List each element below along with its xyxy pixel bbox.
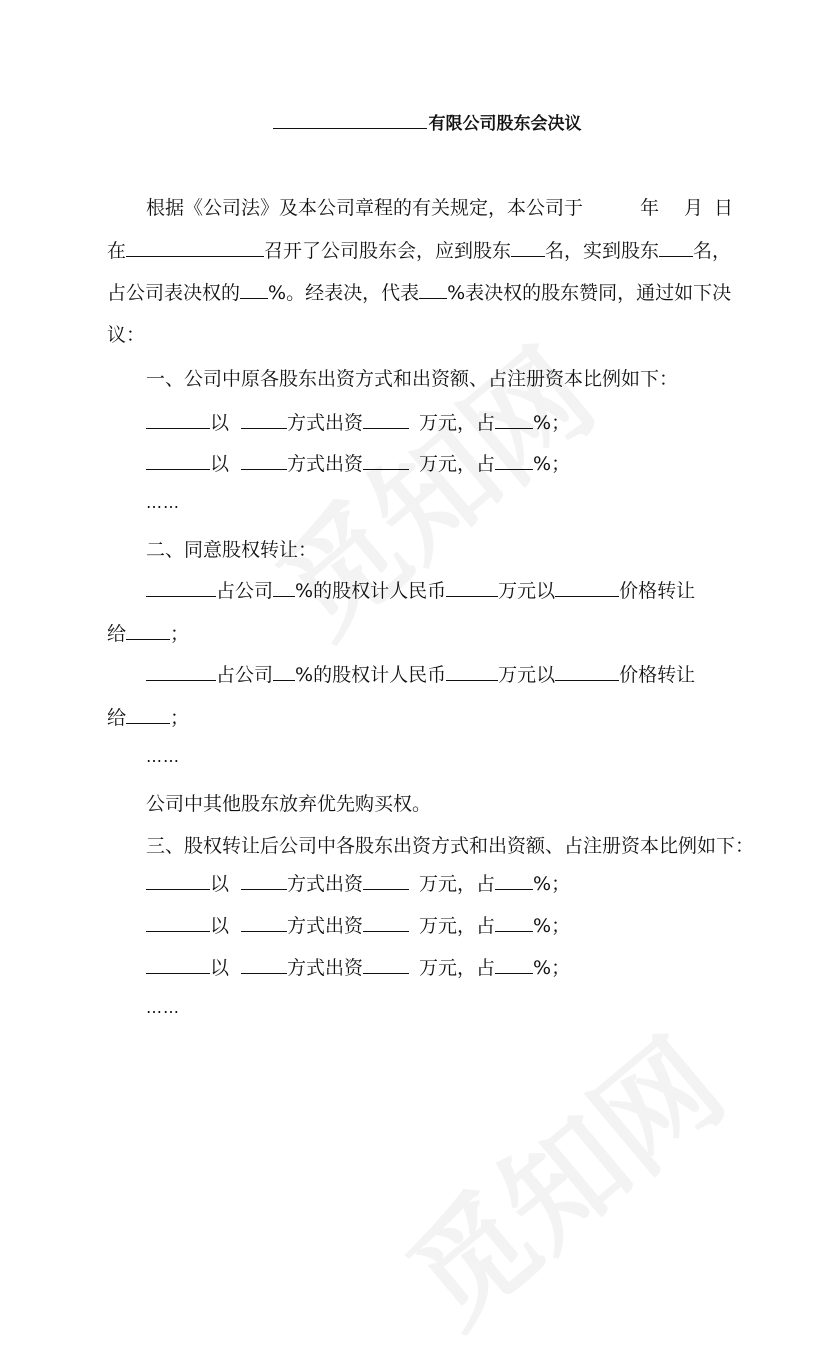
method-blank [241, 410, 287, 429]
approving-rights-blank [419, 280, 447, 299]
watermark [237, 304, 623, 667]
yi-text: 以 [210, 873, 230, 895]
intro-text-3a: 占公司表决权的 [107, 282, 241, 304]
intro-text-1: 根据《公司法》及本公司章程的有关规定，本公司于 [146, 197, 584, 219]
method-text: 方式出资 [287, 957, 364, 979]
intro-text-2b: 召开了公司股东会，应到股东 [264, 240, 512, 262]
percent-blank [495, 451, 533, 470]
transfer-text-d: 价格转让 [619, 664, 696, 686]
section2-heading: 二、同意股权转让： [146, 539, 318, 561]
transferee-blank [126, 705, 170, 724]
shareholder-blank [146, 913, 210, 932]
section3-row-2 [146, 913, 830, 939]
intro-text-4: 议： [107, 324, 146, 346]
pct-text: %； [533, 453, 571, 475]
method-blank [241, 955, 287, 974]
transfer-text-c: 万元以 [498, 580, 556, 602]
shareholder-blank [146, 955, 210, 974]
section1-heading: 一、公司中原各股东出资方式和出资额、占注册资本比例如下： [146, 368, 679, 390]
document-title [0, 110, 830, 138]
percent-blank [495, 913, 533, 932]
yi-text: 以 [210, 453, 230, 475]
amount-blank [363, 871, 409, 890]
shareholder-blank [146, 451, 210, 470]
pct-text: %； [533, 412, 571, 434]
intro-text-2d: 名， [693, 240, 732, 262]
amount-blank [363, 451, 409, 470]
method-text: 方式出资 [287, 915, 364, 937]
transfer-text-f: ； [170, 707, 190, 729]
unit-text: 万元，占 [419, 873, 496, 895]
yi-text: 以 [210, 915, 230, 937]
method-blank [241, 913, 287, 932]
unit-text: 万元，占 [419, 453, 496, 475]
section3-ellipsis: …… [146, 998, 180, 1017]
section2-row-2b [107, 705, 830, 731]
expected-shareholders-blank [511, 238, 545, 257]
amount-blank [363, 913, 409, 932]
shareholder-blank [146, 871, 210, 890]
transfer-text-e: 给 [107, 707, 127, 729]
section2-ellipsis: …… [146, 747, 180, 766]
company-name-blank [273, 110, 427, 129]
rmb-amount-blank [446, 578, 498, 597]
transfer-text-d: 价格转让 [619, 580, 696, 602]
transferor-blank [146, 662, 216, 681]
transfer-text-c: 万元以 [498, 664, 556, 686]
yi-text: 以 [210, 957, 230, 979]
intro-month: 月 [684, 197, 704, 219]
amount-blank [363, 955, 409, 974]
transfer-percent-blank [273, 578, 295, 597]
transfer-text-a: 占公司 [216, 580, 274, 602]
section2-row-2a [146, 662, 735, 688]
unit-text: 万元，占 [419, 915, 496, 937]
method-blank [241, 451, 287, 470]
intro-text-3c: %表决权的股东赞同，通过如下决 [447, 282, 732, 304]
section2-row-1a [146, 578, 735, 604]
transferor-blank [146, 578, 216, 597]
pct-text: %； [533, 915, 571, 937]
intro-year: 年 [640, 197, 660, 219]
section3-row-3 [146, 955, 830, 981]
percent-blank [495, 955, 533, 974]
method-blank [241, 871, 287, 890]
watermark-bottom [367, 994, 753, 1357]
intro-line-1 [146, 195, 735, 221]
waiver-text: 公司中其他股东放弃优先购买权。 [146, 793, 432, 815]
percent-blank [495, 410, 533, 429]
intro-day: 日 [714, 197, 734, 219]
transferee-blank [126, 621, 170, 640]
transfer-text-f: ； [170, 623, 190, 645]
pct-text: %； [533, 873, 571, 895]
present-shareholders-blank [659, 238, 693, 257]
transfer-percent-blank [273, 662, 295, 681]
intro-line-3 [107, 280, 735, 306]
intro-line-4 [107, 322, 830, 348]
intro-line-2 [107, 238, 735, 264]
price-blank [555, 662, 619, 681]
transfer-text-a: 占公司 [216, 664, 274, 686]
title-text: 有限公司股东会决议 [428, 114, 582, 134]
amount-blank [363, 410, 409, 429]
transfer-text-b: %的股权计人民币 [295, 580, 447, 602]
method-text: 方式出资 [287, 412, 364, 434]
rmb-amount-blank [446, 662, 498, 681]
section1-row-1 [146, 410, 830, 436]
percent-blank [495, 871, 533, 890]
meeting-place-blank [126, 238, 264, 257]
intro-text-2a: 在 [107, 240, 127, 262]
intro-text-2c: 名，实到股东 [545, 240, 660, 262]
yi-text: 以 [210, 412, 230, 434]
section3-row-1 [146, 871, 830, 897]
section3-heading: 三、股权转让后公司中各股东出资方式和出资额、占注册资本比例如下： [146, 835, 755, 857]
voting-rights-blank [240, 280, 268, 299]
section2-row-1b [107, 621, 830, 647]
price-blank [555, 578, 619, 597]
section1-row-2 [146, 451, 830, 477]
pct-text: %； [533, 957, 571, 979]
transfer-text-b: %的股权计人民币 [295, 664, 447, 686]
intro-text-3b: %。经表决，代表 [268, 282, 420, 304]
unit-text: 万元，占 [419, 957, 496, 979]
transfer-text-e: 给 [107, 623, 127, 645]
section1-ellipsis: …… [146, 493, 180, 512]
unit-text: 万元，占 [419, 412, 496, 434]
shareholder-blank [146, 410, 210, 429]
method-text: 方式出资 [287, 873, 364, 895]
method-text: 方式出资 [287, 453, 364, 475]
